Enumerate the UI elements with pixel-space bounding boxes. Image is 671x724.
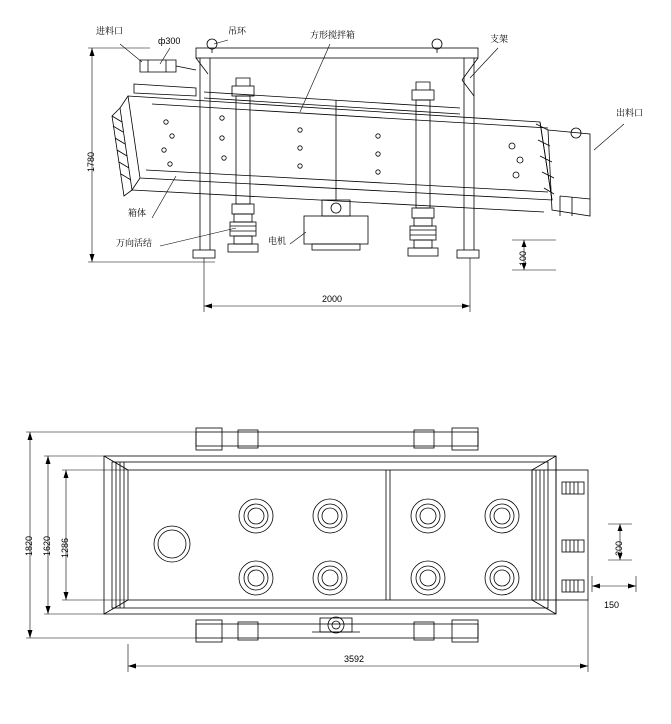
dim-frame-width: 1620: [42, 535, 52, 556]
callout-discharge-outlet: 出料口: [616, 108, 644, 118]
dim-outlet-height: 100: [518, 250, 528, 266]
callout-universal-joint: 万向活结: [116, 238, 153, 248]
dim-overall-width: 1820: [24, 535, 34, 556]
callout-support-frame: 支架: [490, 34, 509, 44]
motor-geometry: [304, 100, 368, 250]
callout-motor: 电机: [268, 236, 287, 246]
callout-box-body: 箱体: [128, 208, 147, 218]
dim-end-offset: 150: [604, 600, 620, 610]
box-body-geometry: [112, 60, 590, 216]
dim-side-offset: 200: [614, 540, 624, 556]
dim-overall-height: 1780: [86, 151, 96, 172]
dim-body-width: 1286: [60, 537, 70, 558]
dim-overall-length: 3592: [344, 654, 365, 664]
screen-port-circles-geometry: [239, 499, 519, 595]
dim-base-span: 2000: [322, 294, 343, 304]
callout-lifting-ring: 吊环: [228, 26, 247, 36]
callout-bore-diameter: ф300: [158, 36, 181, 46]
plan-view-dimensions: [26, 432, 636, 672]
plan-view-geometry: [104, 428, 588, 642]
callout-feed-inlet: 进料口: [96, 26, 124, 36]
callout-square-stirring-box: 方形搅拌箱: [310, 30, 356, 40]
